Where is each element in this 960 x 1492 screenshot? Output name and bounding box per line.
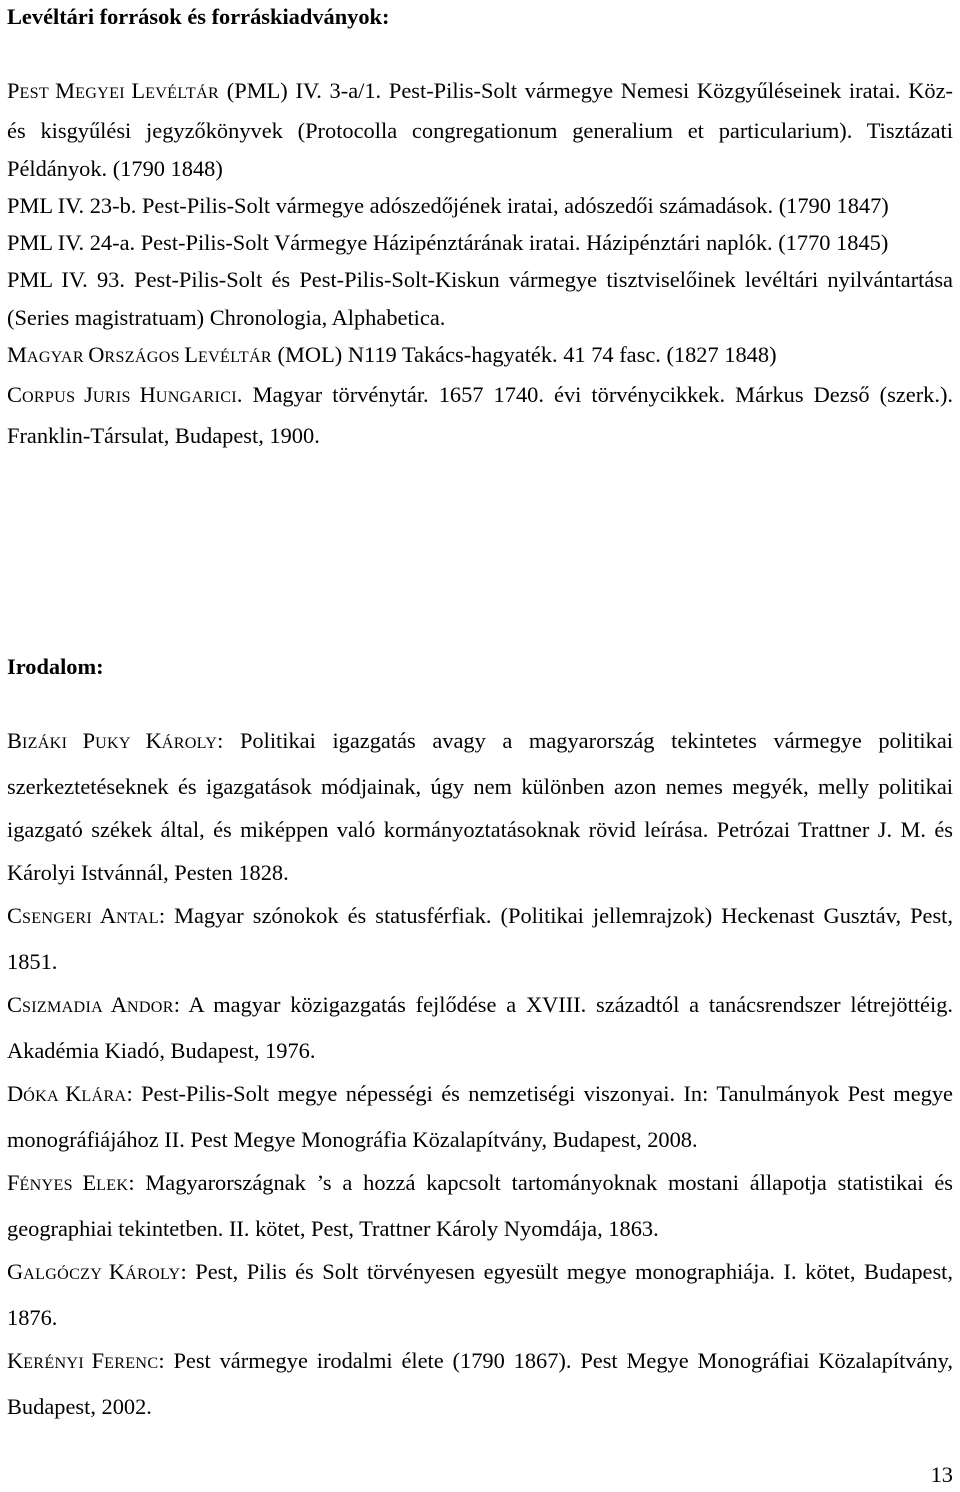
archival-entry (7, 336, 953, 376)
author-smallcaps: LEK (96, 1177, 129, 1194)
page-number: 13 (930, 1462, 953, 1487)
entry-text: : Pest-Pilis-Solt megye népességi és nemzetiségi viszonyai. In: Tanulmányok Pest megye monográfiájához II. Pest Megye Monográfia Közalapítvány, Budapest, 2008. (7, 1081, 953, 1152)
entry-text: : Politikai igazgatás avagy a magyarország tekintetes vármegye politikai szerkeztetéseknek és igazgatások módjainak, úgy nem különben azon nemes megyék, melly politikai igazgató székek által, és miképpen való kormányoztatásoknak rövid leírása. Petrózai Trattner J. M. és Károlyi Istvánnál, Pesten 1828. (7, 728, 953, 885)
archival-entry (7, 72, 953, 187)
literature-entry (7, 1339, 953, 1428)
author-initial: K (145, 728, 162, 753)
entry-text: : Magyarországnak ’s a hozzá kapcsolt tartományoknak mostani állapotja statistikai és geographiai tekintetben. II. kötet, Pest, Trattner Károly Nyomdája, 1863. (7, 1170, 953, 1241)
literature-list (7, 719, 953, 1428)
author-initial: L (131, 78, 146, 103)
author-initial: K (65, 1081, 82, 1106)
author-smallcaps: ALGÓCZY (23, 1266, 109, 1283)
entry-author (7, 382, 237, 407)
entry-text: : Pest, Pilis és Solt törvényesen egyesült megye monographiája. I. kötet, Budapest, 1876. (7, 1259, 953, 1330)
author-initial: M (7, 342, 27, 368)
author-smallcaps: EGYEI (75, 85, 132, 102)
author-smallcaps: UKY (95, 735, 146, 752)
archival-entry (7, 376, 953, 454)
author-initial: K (108, 1259, 126, 1284)
author-initial: L (184, 342, 198, 368)
author-initial: C (7, 903, 22, 928)
author-smallcaps: EVÉLTÁR (197, 349, 272, 367)
entry-text: . Magyar törvénytár. 1657 1740. évi törvénycikkek. Márkus Dezső (szerk.). Franklin-Társulat, Budapest, 1900. (7, 382, 953, 448)
author-initial: F (7, 1170, 20, 1195)
entry-author (7, 78, 219, 103)
archival-entry (7, 187, 953, 224)
author-initial: G (7, 1259, 24, 1284)
author-smallcaps: SENGERI (21, 910, 100, 927)
author-smallcaps: URIS (92, 389, 140, 407)
author-smallcaps: AGYAR (26, 349, 89, 367)
author-smallcaps: SIZMADIA (21, 999, 111, 1016)
archival-entry (7, 224, 953, 261)
entry-author (7, 1170, 128, 1195)
archival-entry (7, 261, 953, 336)
author-initial: O (88, 342, 105, 368)
author-initial: C (7, 992, 22, 1017)
author-initial: A (110, 992, 127, 1017)
author-smallcaps: IZÁKI (21, 735, 83, 752)
entry-author (7, 992, 174, 1017)
entry-text: : Pest vármegye irodalmi élete (1790 1867). Pest Megye Monográfiai Közalapítvány, Budapest, 2002. (7, 1348, 953, 1419)
entry-author (7, 342, 272, 367)
entry-text: (PML) IV. 3-a/1. Pest-Pilis-Solt vármegye Nemesi Közgyűléseinek iratai. Köz- és kisgyűlési jegyzőkönyvek (Protocolla congregationum generalium et particularium). Tisztázati Példányok. (1790 1848) (7, 78, 953, 181)
entry-author (7, 1259, 180, 1284)
author-initial: J (84, 382, 93, 408)
entry-author (7, 903, 159, 928)
author-smallcaps: ORPUS (21, 389, 85, 407)
author-smallcaps: ÁROLY (125, 1266, 181, 1283)
author-smallcaps: ÁROLY (161, 735, 218, 752)
author-smallcaps: NTAL (115, 910, 159, 927)
entry-text: : A magyar közigazgatás fejlődése a XVIII. századtól a tanácsrendszer létrejöttéig. Akadémia Kiadó, Budapest, 1976. (7, 992, 953, 1063)
section-heading-archival-sources: Levéltári források és forráskiadványok: (7, 4, 390, 29)
literature-entry (7, 1161, 953, 1250)
archival-source-list (7, 72, 953, 454)
author-initial: M (55, 78, 76, 103)
author-initial: F (91, 1348, 105, 1373)
author-smallcaps: LÁRA (81, 1088, 127, 1105)
entry-author (7, 728, 217, 753)
literature-entry (7, 1250, 953, 1339)
author-smallcaps: NDOR (126, 999, 174, 1016)
author-smallcaps: ERÉNYI (23, 1355, 92, 1372)
author-initial: K (7, 1348, 24, 1373)
author-initial: A (99, 903, 116, 928)
section-heading-literature: Irodalom: (7, 654, 104, 679)
entry-text: (MOL) N119 Takács-hagyaték. 41 74 fasc. (1827 1848) (271, 342, 777, 368)
entry-text: PML IV. 93. Pest-Pilis-Solt és Pest-Pilis-Solt-Kiskun vármegye tisztviselőinek levéltári nyilvántartása (Series magistratuam) Chronologia, Alphabetica. (7, 267, 953, 330)
entry-author (7, 1081, 126, 1106)
author-smallcaps: RSZÁGOS (104, 349, 185, 367)
author-initial: P (7, 78, 20, 103)
entry-text: PML IV. 23-b. Pest-Pilis-Solt vármegye adószedőjének iratai, adószedői számadások. (1790 1847) (7, 192, 889, 218)
entry-text: : Magyar szónokok és statusférfiak. (Politikai jellemrajzok) Heckenast Gusztáv, Pest, 1851. (7, 903, 953, 974)
author-initial: H (139, 382, 156, 408)
author-smallcaps: ERENC (104, 1355, 159, 1372)
entry-author (7, 1348, 158, 1373)
literature-entry (7, 983, 953, 1072)
author-initial: D (7, 1081, 24, 1106)
author-smallcaps: EST (19, 85, 56, 102)
author-initial: P (82, 728, 96, 753)
author-smallcaps: ÉNYES (19, 1177, 83, 1194)
author-smallcaps: EVÉLTÁR (145, 85, 220, 102)
author-initial: B (7, 728, 22, 753)
author-smallcaps: UNGARICI (155, 389, 237, 407)
entry-text: PML IV. 24-a. Pest-Pilis-Solt Vármegye Házipénztárának iratai. Házipénztári naplók. (1770 1845) (7, 230, 889, 256)
author-initial: C (7, 382, 22, 408)
author-smallcaps: ÓKA (23, 1088, 66, 1105)
literature-entry (7, 719, 953, 894)
literature-entry (7, 1072, 953, 1161)
author-initial: E (82, 1170, 97, 1195)
literature-entry (7, 894, 953, 983)
